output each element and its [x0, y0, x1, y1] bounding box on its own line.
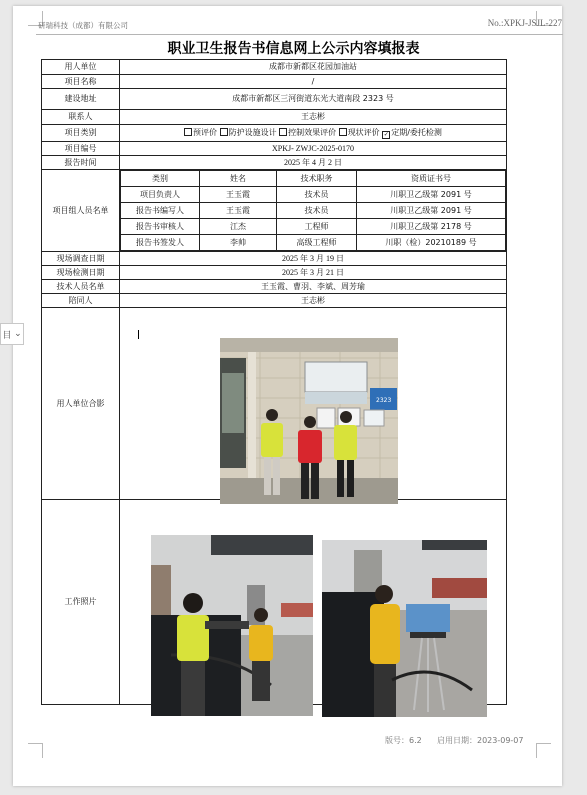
side-navigation-toggle[interactable]: [0, 323, 24, 345]
member-name: 李帅: [200, 235, 277, 251]
checkbox-icon: [339, 128, 347, 136]
house-number-text: 2323: [376, 397, 392, 404]
member-title: 技术员: [277, 187, 357, 203]
crop-mark-bottom-right: [536, 743, 551, 758]
team-header-title: 技术职务: [277, 171, 357, 187]
project-name-value: /: [120, 75, 507, 89]
team-header-name: 姓名: [200, 171, 277, 187]
category-option-status-evaluation[interactable]: 现状评价: [339, 128, 380, 137]
category-option-control-evaluation[interactable]: 控制效果评价: [279, 128, 336, 137]
report-date-value: 2025 年 4 月 2 日: [120, 156, 507, 170]
table-row: [121, 187, 506, 203]
footer-version: 版号：6.2: [385, 736, 422, 745]
tech-staff-label: 技术人员名单: [42, 280, 120, 294]
table-row: [121, 235, 506, 251]
project-name-label: 项目名称: [42, 75, 120, 89]
company-header: 研瑞科技（成都）有限公司: [38, 21, 128, 30]
crop-mark-bottom-left: [28, 743, 43, 758]
escort-label: 陪同人: [42, 294, 120, 308]
header-divider: [36, 34, 563, 35]
survey-date-value: 2025 年 3 月 19 日: [120, 252, 507, 266]
footer-effective-date: 启用日期：2023-09-07: [437, 736, 524, 745]
team-cell: [120, 170, 507, 252]
text-cursor: [138, 330, 139, 339]
contact-label: 联系人: [42, 110, 120, 125]
team-header-role: 类别: [121, 171, 200, 187]
member-title: 工程师: [277, 219, 357, 235]
team-header-cert: 资质证书号: [357, 171, 506, 187]
page-title: 职业卫生报告书信息网上公示内容填报表: [167, 41, 420, 57]
tech-staff-value: 王玉霞、曹羽、李斌、周芳瑜: [120, 280, 507, 294]
employer-value: 成都市新都区花园加油站: [120, 60, 507, 75]
chevron-down-icon: ⌄: [14, 329, 22, 339]
table-row: [121, 203, 506, 219]
test-date-value: 2025 年 3 月 21 日: [120, 266, 507, 280]
work-photo-2: [322, 540, 487, 717]
team-label: 项目组人员名单: [42, 170, 120, 252]
escort-value: 王志彬: [120, 294, 507, 308]
category-option-periodic-testing[interactable]: ✓ 定期/委托检测: [383, 127, 442, 138]
work-photos-label: 工作照片: [42, 500, 120, 705]
document-number: No.:XPKJ-JSJL-227: [487, 18, 562, 28]
team-table: [120, 170, 506, 251]
report-date-label: 报告时间: [42, 156, 120, 170]
member-role: 项目负责人: [121, 187, 200, 203]
group-photo-label: 用人单位合影: [42, 308, 120, 500]
address-value: 成都市新都区三河街道东光大道南段 2323 号: [120, 89, 507, 110]
checkbox-icon: [220, 128, 228, 136]
member-role: 报告书审核人: [121, 219, 200, 235]
member-title: 技术员: [277, 203, 357, 219]
member-role: 报告书编写人: [121, 203, 200, 219]
member-cert: 川职卫乙级第 2178 号: [357, 219, 506, 235]
member-name: 王玉霞: [200, 187, 277, 203]
group-photo: [220, 338, 398, 504]
member-cert: 川职卫乙级第 2091 号: [357, 187, 506, 203]
member-name: 江杰: [200, 219, 277, 235]
employer-label: 用人单位: [42, 60, 120, 75]
member-name: 王玉霞: [200, 203, 277, 219]
member-cert: 川职（检）20210189 号: [357, 235, 506, 251]
survey-date-label: 现场调查日期: [42, 252, 120, 266]
project-no-value: XPKJ- ZWJC-2025-0170: [120, 142, 507, 156]
checked-checkbox-icon: ✓: [383, 130, 389, 138]
category-option-pre-evaluation[interactable]: 预评价: [184, 128, 217, 137]
checkbox-icon: [184, 128, 192, 136]
category-label: 项目类别: [42, 125, 120, 142]
work-photo-1: [151, 535, 313, 716]
project-no-label: 项目编号: [42, 142, 120, 156]
member-title: 高级工程师: [277, 235, 357, 251]
category-options: [120, 125, 507, 142]
test-date-label: 现场检测日期: [42, 266, 120, 280]
category-option-protection-design[interactable]: 防护设施设计: [220, 128, 277, 137]
address-label: 建设地址: [42, 89, 120, 110]
table-row: [121, 219, 506, 235]
contact-value: 王志彬: [120, 110, 507, 125]
member-role: 报告书签发人: [121, 235, 200, 251]
checkbox-icon: [279, 128, 287, 136]
member-cert: 川职卫乙级第 2091 号: [357, 203, 506, 219]
side-control-text: 目: [2, 330, 12, 341]
